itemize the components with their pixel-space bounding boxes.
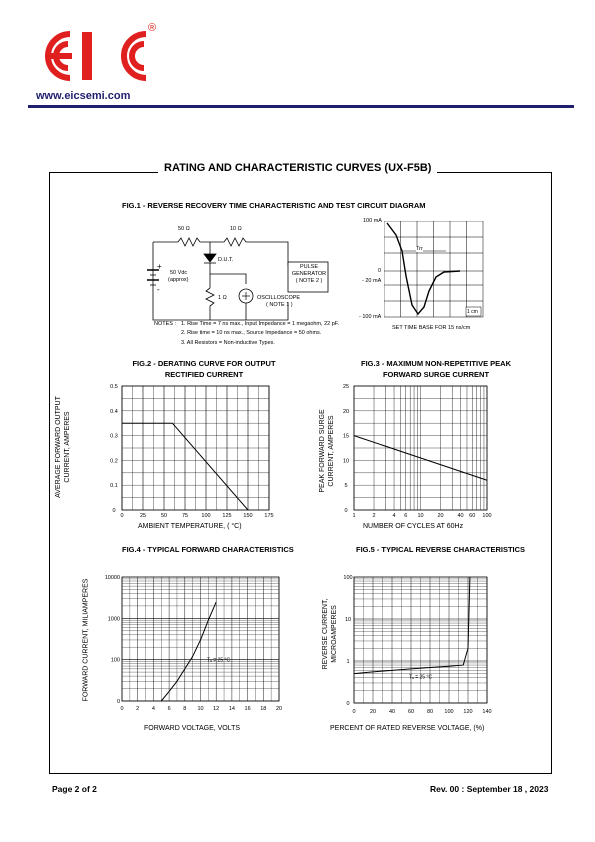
fig3-surge-chart [338, 382, 498, 524]
fig2-xlabel: AMBIENT TEMPERATURE, ( °C) [138, 523, 242, 530]
y-tick-label: 20 [342, 408, 350, 415]
x-tick-label: 8 [183, 706, 187, 712]
wave-label-zero: 0 [378, 268, 382, 274]
oscilloscope-note: ( NOTE 1 ) [266, 302, 293, 308]
resistor-50-label: 50 Ω [178, 226, 190, 232]
fig3-xlabel: NUMBER OF CYCLES AT 60Hz [363, 523, 464, 530]
eic-logo [28, 20, 168, 90]
wave-label-100ma: 100 mA [363, 218, 382, 224]
minus-sign: - [157, 285, 160, 294]
y-tick-label: 0.1 [110, 483, 118, 490]
x-tick-label: 14 [228, 706, 235, 712]
x-tick-label: 125 [222, 513, 232, 519]
fig4-forward-chart [96, 570, 286, 718]
y-tick-label: 1000 [107, 616, 120, 623]
y-tick-label: 10000 [104, 575, 120, 581]
x-tick-label: 20 [437, 513, 444, 519]
registered-mark: ® [148, 22, 157, 34]
x-tick-label: 4 [392, 513, 396, 519]
fig2-ylabel: AVERAGE FORWARD OUTPUT CURRENT, AMPERES [55, 396, 71, 498]
y-tick-label: 15 [342, 433, 350, 440]
y-tick-label: 10 [344, 617, 352, 623]
header-rule [28, 105, 574, 108]
note-3: 3. All Resistors = Non-inductive Types. [181, 340, 275, 346]
x-tick-label: 40 [457, 513, 464, 519]
y-tick-label: 0.5 [110, 384, 118, 390]
resistor-1-label: 1 Ω [218, 295, 227, 301]
fig5-xlabel: PERCENT OF RATED REVERSE VOLTAGE, (%) [330, 725, 485, 732]
x-tick-label: 2 [136, 706, 140, 712]
x-tick-label: 18 [260, 706, 267, 712]
temperature-annotation: Tₐ = 25 °C [206, 657, 231, 664]
x-tick-label: 140 [482, 709, 492, 715]
reverse-curve [354, 577, 470, 674]
page-number: Page 2 of 2 [52, 784, 97, 794]
y-tick-label: 0.4 [110, 408, 118, 415]
x-tick-label: 75 [181, 513, 189, 519]
one-cm-label: 1 cm [467, 309, 478, 315]
fig5-reverse-chart [338, 570, 498, 718]
x-tick-label: 60 [469, 513, 476, 519]
y-tick-label: 10 [342, 458, 350, 465]
x-tick-label: 100 [482, 513, 492, 519]
wave-label-m100ma: - 100 mA [359, 314, 382, 320]
pulse-generator-box: PULSE GENERATOR ( NOTE 2 ) [291, 264, 327, 284]
note-2: 2. Rise time = 10 ns max., Source Impedance = 50 ohms. [181, 330, 322, 336]
fig5-title: FIG.5 - TYPICAL REVERSE CHARACTERISTICS [356, 545, 526, 554]
x-tick-label: 50 [160, 513, 168, 519]
fig2-title: FIG.2 - DERATING CURVE FOR OUTPUT RECTIFIED CURRENT [132, 359, 276, 379]
x-tick-label: 12 [213, 706, 220, 712]
x-tick-label: 4 [151, 706, 155, 712]
resistor-10-label: 10 Ω [230, 226, 242, 232]
y-tick-label: 5 [344, 483, 348, 490]
x-tick-label: 10 [197, 706, 204, 712]
x-tick-label: 25 [139, 513, 147, 519]
x-tick-label: 2 [372, 513, 376, 519]
x-tick-label: 40 [388, 709, 396, 715]
fig5-ylabel: REVERSE CURRENT, MICROAMPERES [322, 598, 338, 670]
y-tick-label: 0.3 [110, 433, 118, 440]
x-tick-label: 20 [369, 709, 377, 715]
wave-label-m20ma: - 20 mA [362, 278, 382, 284]
fig3-ylabel: PEAK FORWARD SURGE CURRENT, AMPERES [319, 409, 335, 493]
fig2-derating-chart [98, 382, 278, 524]
recovery-waveform-plot [384, 221, 484, 321]
time-base-label: SET TIME BASE FOR 15 ns/cm [392, 325, 471, 331]
note-1: 1. Rise Time = 7 ns max., Input Impedance = 1 megaohm, 22 pF. [181, 321, 340, 327]
y-tick-label: 0 [344, 508, 348, 514]
dut-label: D.U.T. [218, 257, 234, 263]
plus-sign: + [157, 262, 162, 271]
y-tick-label: 0.2 [110, 458, 118, 465]
x-tick-label: 60 [407, 709, 415, 715]
x-tick-label: 16 [244, 706, 251, 712]
x-tick-label: 6 [404, 513, 408, 519]
supply-label: 50 Vdc [170, 270, 188, 276]
x-tick-label: 20 [275, 706, 283, 712]
section-title: RATING AND CHARACTERISTIC CURVES (UX-F5B) [158, 162, 437, 174]
y-tick-label: 25 [342, 384, 350, 390]
x-tick-label: 175 [264, 513, 274, 519]
fig3-title: FIG.3 - MAXIMUM NON-REPETITIVE PEAK FORWARD SURGE CURRENT [360, 359, 511, 379]
y-tick-label: 100 [110, 657, 120, 664]
x-tick-label: 120 [463, 709, 473, 715]
test-circuit-diagram [138, 218, 368, 348]
y-tick-label: 0 [112, 508, 116, 514]
x-tick-label: 150 [243, 513, 253, 519]
website-link[interactable]: www.eicsemi.com [36, 90, 131, 102]
x-tick-label: 10 [417, 513, 424, 519]
temperature-annotation: Tₐ = 25 °C [408, 674, 433, 681]
fig4-title: FIG.4 - TYPICAL FORWARD CHARACTERISTICS [122, 545, 294, 554]
x-tick-label: 0 [352, 709, 356, 715]
x-tick-label: 0 [120, 513, 124, 519]
x-tick-label: 6 [167, 706, 171, 712]
x-tick-label: 100 [201, 513, 211, 519]
x-tick-label: 80 [426, 709, 434, 715]
y-tick-label: 0 [346, 701, 350, 707]
x-tick-label: 100 [444, 709, 454, 715]
fig1-title: FIG.1 - REVERSE RECOVERY TIME CHARACTERISTIC AND TEST CIRCUIT DIAGRAM [122, 201, 426, 210]
x-tick-label: 0 [120, 706, 124, 712]
y-tick-label: 0 [116, 699, 120, 705]
x-tick-label: 1 [352, 513, 356, 519]
fig4-xlabel: FORWARD VOLTAGE, VOLTS [144, 725, 241, 732]
fig4-ylabel: FORWARD CURRENT, MILIAMPERES [82, 578, 90, 702]
forward-curve [161, 602, 216, 701]
y-tick-label: 100 [343, 575, 353, 581]
oscilloscope-label: OSCILLOSCOPE [257, 295, 301, 301]
supply-approx-label: (approx) [168, 277, 189, 283]
trr-label: Trr [416, 246, 423, 252]
revision-date: Rev. 00 : September 18 , 2023 [430, 784, 549, 794]
y-tick-label: 1 [346, 659, 350, 665]
notes-label: NOTES : [154, 321, 177, 327]
